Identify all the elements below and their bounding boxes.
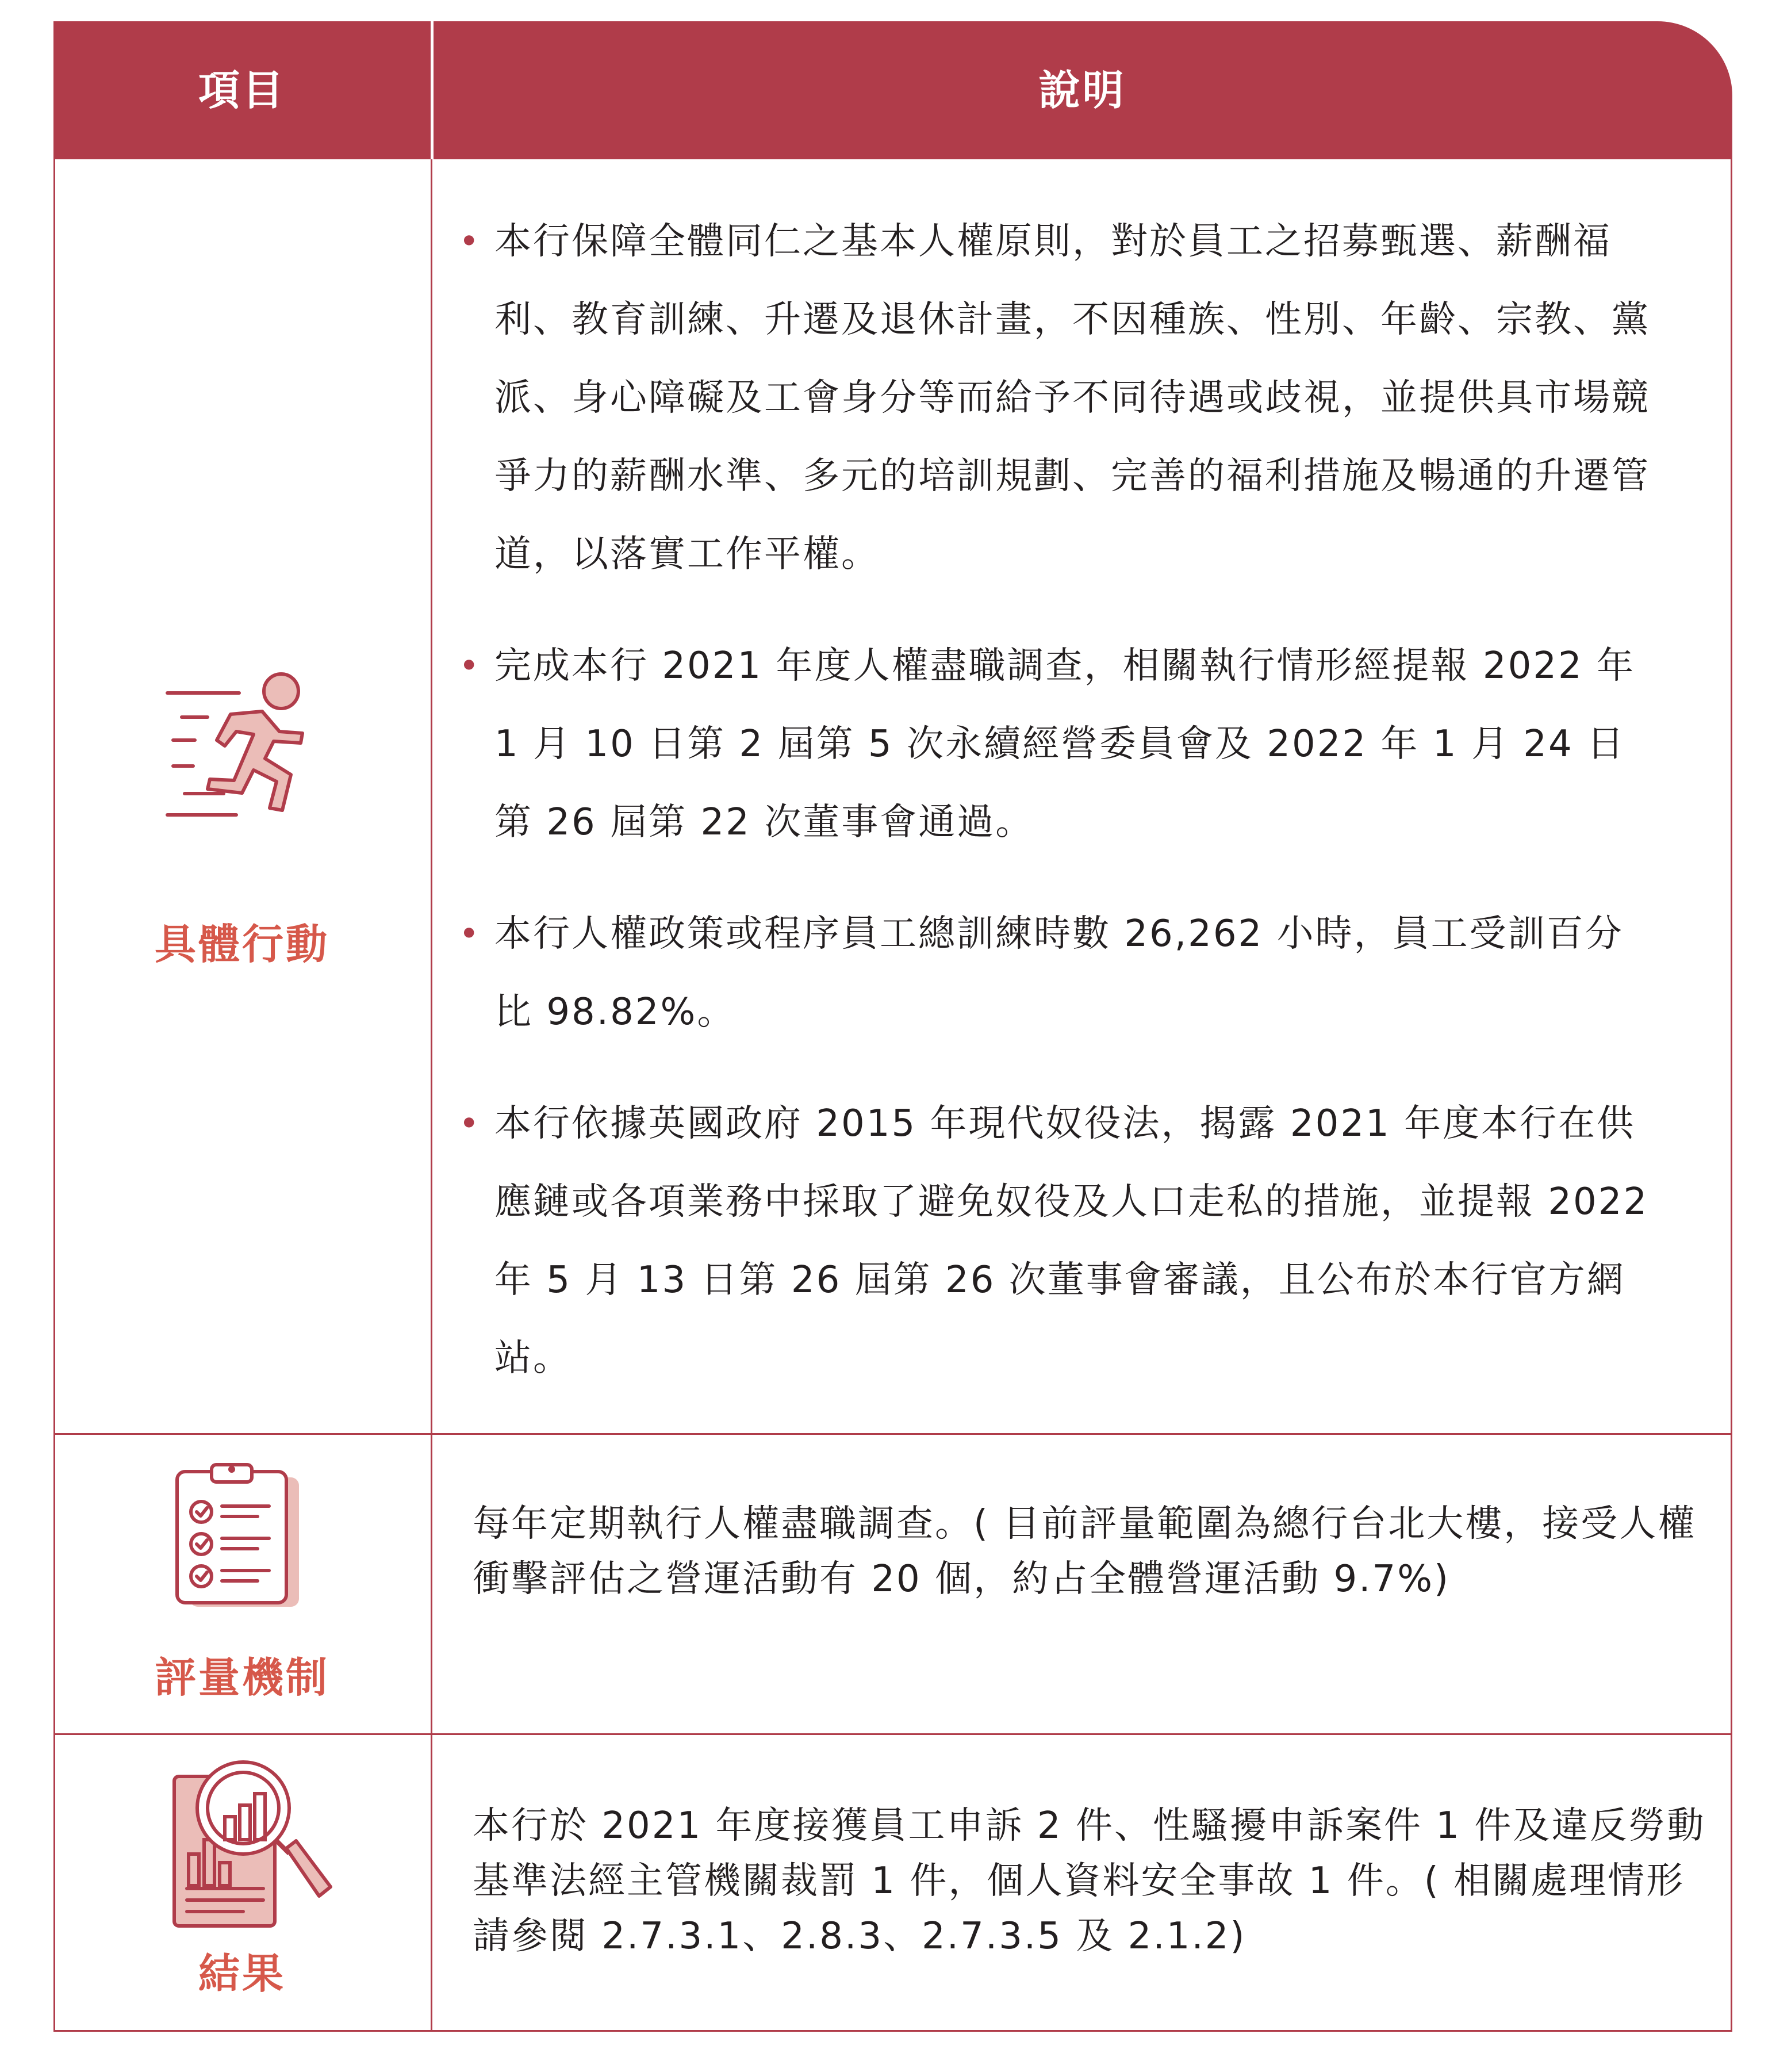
row-label-result: 結果 (198, 1950, 286, 1998)
row-divider-2 (53, 1733, 1732, 1735)
table-right-border (1731, 159, 1732, 2032)
row-divider-1 (53, 1433, 1732, 1435)
clipboard-checklist-icon (171, 1459, 304, 1614)
list-item (448, 895, 1656, 1051)
action-bullet-list (448, 202, 1656, 1431)
human-rights-table (53, 21, 1732, 2032)
bullet-dot: • (459, 1104, 481, 1144)
header-description-column: 說明 (1038, 66, 1126, 114)
header-item-column: 項目 (198, 66, 286, 114)
bullet-text: 本行依據英國政府 2015 年現代奴役法，揭露 2021 年度本行在供應鏈或各項業務中採取了避免奴役及人口走私的措施，並提報 2022 年 5 月 13 日第 26 屆第 26 次董事會審議，且公布於本行官方網站。 (494, 1102, 1649, 1380)
result-description: 本行於 2021 年度接獲員工申訴 2 件、性騷擾申訴案件 1 件及違反勞動基準法經主管機關裁罰 1 件，個人資料安全事故 1 件。( 相關處理情形請參閱 2.7.3.1、2.8.3、2.7.3.5 及 2.1.2) (473, 1805, 1706, 1958)
table-left-border (53, 159, 55, 2032)
table-bottom-border (53, 2030, 1732, 2032)
running-person-icon (162, 660, 328, 826)
bullet-text: 本行保障全體同仁之基本人權原則，對於員工之招募甄選、薪酬福利、教育訓練、升遷及退休計畫，不因種族、性別、年齡、宗教、黨派、身心障礙及工會身分等而給予不同待遇或歧視，並提供具市場競爭力的薪酬水準、多元的培訓規劃、完善的福利措施及暢通的升遷管道，以落實工作平權。 (494, 220, 1650, 576)
bullet-text: 本行人權政策或程序員工總訓練時數 26,262 小時，員工受訓百分比 98.82%。 (494, 913, 1624, 1033)
bullet-text: 完成本行 2021 年度人權盡職調查，相關執行情形經提報 2022 年 1 月 10 日第 2 屆第 5 次永續經營委員會及 2022 年 1 月 24 日第 26 屆第 22 次董事會通過。 (494, 645, 1636, 844)
magnifier-report-icon (168, 1753, 335, 1937)
table-header (53, 21, 1732, 159)
column-divider (431, 159, 432, 2032)
list-item (448, 627, 1656, 861)
bullet-dot: • (459, 221, 481, 262)
list-item (448, 202, 1656, 593)
row-label-action: 具體行動 (154, 920, 329, 968)
list-item (448, 1085, 1656, 1397)
bullet-dot: • (459, 646, 481, 686)
bullet-dot: • (459, 914, 481, 954)
row-label-evaluation: 評量機制 (154, 1653, 329, 1702)
evaluation-description: 每年定期執行人權盡職調查。( 目前評量範圍為總行台北大樓，接受人權衝擊評估之營運活動有 20 個，約占全體營運活動 9.7%) (473, 1503, 1697, 1600)
